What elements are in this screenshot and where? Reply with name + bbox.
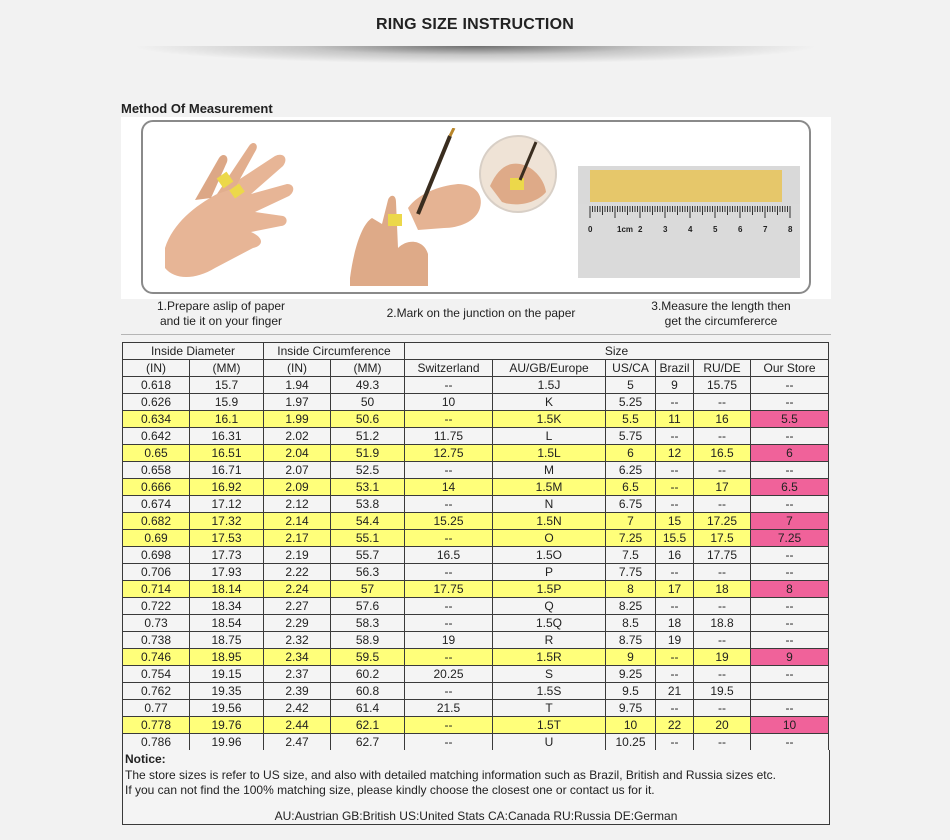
table-cell: 9.25: [606, 666, 656, 683]
table-cell: 16.51: [190, 445, 264, 462]
table-cell: 18.75: [190, 632, 264, 649]
table-cell: --: [656, 479, 694, 496]
ruler-measure-image: [578, 166, 800, 278]
table-cell: 2.12: [264, 496, 331, 513]
table-cell: 9.5: [606, 683, 656, 700]
table-cell: 18: [656, 615, 694, 632]
table-cell: 1.94: [264, 377, 331, 394]
table-cell: 49.3: [331, 377, 405, 394]
table-cell: --: [694, 598, 751, 615]
table-cell: 17.32: [190, 513, 264, 530]
table-cell: 16.1: [190, 411, 264, 428]
table-cell: 0.626: [123, 394, 190, 411]
table-row: [123, 700, 829, 717]
table-cell: 18.14: [190, 581, 264, 598]
table-cell: 1.5J: [493, 377, 606, 394]
table-row: [123, 581, 829, 598]
table-cell: 17.75: [405, 581, 493, 598]
col-header: (IN): [264, 360, 331, 377]
table-cell: 12: [656, 445, 694, 462]
table-cell: 5: [606, 377, 656, 394]
ring-size-table: [122, 342, 829, 751]
table-cell: 16.5: [694, 445, 751, 462]
table-row: [123, 717, 829, 734]
table-cell: 2.29: [264, 615, 331, 632]
table-row: [123, 564, 829, 581]
table-cell: 8.25: [606, 598, 656, 615]
col-header: Switzerland: [405, 360, 493, 377]
table-cell: 2.34: [264, 649, 331, 666]
table-cell: 15.9: [190, 394, 264, 411]
table-cell: 58.3: [331, 615, 405, 632]
table-cell: 17.53: [190, 530, 264, 547]
table-cell: 0.714: [123, 581, 190, 598]
table-cell: T: [493, 700, 606, 717]
table-cell: 17.75: [694, 547, 751, 564]
table-cell: 0.698: [123, 547, 190, 564]
col-header: (MM): [331, 360, 405, 377]
table-cell: 1.5R: [493, 649, 606, 666]
table-cell: 2.32: [264, 632, 331, 649]
table-row: [123, 683, 829, 700]
table-row: [123, 530, 829, 547]
step-captions: [121, 299, 831, 335]
table-cell: 16: [656, 547, 694, 564]
table-cell: 0.618: [123, 377, 190, 394]
measurement-photos-panel: [121, 117, 831, 299]
ruler-label: 2: [638, 225, 643, 234]
table-cell: 15.75: [694, 377, 751, 394]
table-row: [123, 734, 829, 751]
table-cell: 52.5: [331, 462, 405, 479]
table-cell: 1.5S: [493, 683, 606, 700]
table-cell: 14: [405, 479, 493, 496]
section-divider: [121, 334, 831, 335]
table-cell: 53.1: [331, 479, 405, 496]
table-cell: 22: [656, 717, 694, 734]
table-cell: 5.75: [606, 428, 656, 445]
table-cell: 9: [606, 649, 656, 666]
table-cell: 8.5: [606, 615, 656, 632]
table-cell: 1.5Q: [493, 615, 606, 632]
table-cell: --: [694, 394, 751, 411]
table-cell: 55.7: [331, 547, 405, 564]
table-cell: 55.1: [331, 530, 405, 547]
table-cell: 16: [694, 411, 751, 428]
table-cell: 2.44: [264, 717, 331, 734]
table-cell: 21.5: [405, 700, 493, 717]
table-cell: 17.73: [190, 547, 264, 564]
table-row: [123, 445, 829, 462]
table-cell: --: [405, 496, 493, 513]
table-cell: --: [405, 411, 493, 428]
table-row: [123, 411, 829, 428]
table-cell: 59.5: [331, 649, 405, 666]
table-cell: 19: [694, 649, 751, 666]
table-cell: 10.25: [606, 734, 656, 751]
table-cell: 53.8: [331, 496, 405, 513]
table-cell: 21: [656, 683, 694, 700]
table-cell: 62.1: [331, 717, 405, 734]
table-cell: 11: [656, 411, 694, 428]
col-header: RU/DE: [694, 360, 751, 377]
table-cell: 2.17: [264, 530, 331, 547]
table-cell: 0.722: [123, 598, 190, 615]
table-row: [123, 462, 829, 479]
table-cell: --: [751, 428, 829, 445]
table-cell: 6: [606, 445, 656, 462]
ruler-label: 4: [688, 225, 693, 234]
col-header: Brazil: [656, 360, 694, 377]
table-cell: --: [405, 530, 493, 547]
table-cell: --: [751, 462, 829, 479]
table-cell: 16.71: [190, 462, 264, 479]
table-cell: 7.5: [606, 547, 656, 564]
table-cell: 5.5: [751, 411, 829, 428]
ruler-label: 7: [763, 225, 768, 234]
table-cell: 19.5: [694, 683, 751, 700]
table-cell: --: [751, 700, 829, 717]
table-cell: --: [751, 666, 829, 683]
table-cell: 1.97: [264, 394, 331, 411]
table-cell: 17.5: [694, 530, 751, 547]
table-cell: 2.02: [264, 428, 331, 445]
table-cell: 0.786: [123, 734, 190, 751]
size-header: Size: [405, 343, 829, 360]
table-cell: 7: [606, 513, 656, 530]
table-cell: 1.5T: [493, 717, 606, 734]
table-cell: --: [656, 564, 694, 581]
table-cell: --: [694, 734, 751, 751]
group-header-row: [123, 343, 829, 360]
table-cell: 10: [405, 394, 493, 411]
table-cell: 15.25: [405, 513, 493, 530]
table-cell: --: [656, 700, 694, 717]
table-cell: 16.5: [405, 547, 493, 564]
table-cell: 51.2: [331, 428, 405, 445]
table-cell: 0.658: [123, 462, 190, 479]
table-cell: 19.15: [190, 666, 264, 683]
table-cell: 17.25: [694, 513, 751, 530]
table-cell: --: [751, 598, 829, 615]
table-cell: --: [751, 496, 829, 513]
hand-with-paper-strip-image: [155, 128, 295, 286]
table-cell: 8.75: [606, 632, 656, 649]
table-cell: --: [405, 615, 493, 632]
table-cell: --: [751, 615, 829, 632]
table-cell: [751, 683, 829, 700]
notice-title: Notice:: [125, 752, 166, 766]
table-cell: --: [751, 734, 829, 751]
table-cell: --: [751, 547, 829, 564]
table-cell: --: [405, 598, 493, 615]
table-cell: 15: [656, 513, 694, 530]
table-cell: --: [751, 394, 829, 411]
table-row: [123, 479, 829, 496]
table-row: [123, 649, 829, 666]
table-row: [123, 615, 829, 632]
table-cell: M: [493, 462, 606, 479]
table-cell: --: [405, 377, 493, 394]
table-row: [123, 496, 829, 513]
table-cell: 1.5P: [493, 581, 606, 598]
table-cell: 2.14: [264, 513, 331, 530]
table-cell: --: [656, 496, 694, 513]
col-header: (MM): [190, 360, 264, 377]
table-cell: 19.96: [190, 734, 264, 751]
notice-line-1: The store sizes is refer to US size, and also with detailed matching information such as Brazil, British and Russia sizes etc.: [125, 768, 776, 782]
table-row: [123, 513, 829, 530]
country-abbreviations: AU:Austrian GB:British US:United Stats CA:Canada RU:Russia DE:German: [274, 809, 678, 823]
table-cell: 1.5K: [493, 411, 606, 428]
table-cell: S: [493, 666, 606, 683]
table-cell: 17.12: [190, 496, 264, 513]
table-cell: 1.5N: [493, 513, 606, 530]
ruler-label: 5: [713, 225, 718, 234]
marking-paper-image: [348, 128, 558, 286]
table-cell: --: [694, 632, 751, 649]
table-cell: 0.674: [123, 496, 190, 513]
table-cell: 10: [606, 717, 656, 734]
table-cell: --: [656, 666, 694, 683]
table-cell: --: [405, 462, 493, 479]
table-cell: 6.25: [606, 462, 656, 479]
table-cell: 0.746: [123, 649, 190, 666]
table-cell: 8: [606, 581, 656, 598]
table-cell: --: [405, 649, 493, 666]
table-cell: 7.75: [606, 564, 656, 581]
table-cell: 2.24: [264, 581, 331, 598]
table-cell: 0.762: [123, 683, 190, 700]
table-cell: 2.04: [264, 445, 331, 462]
table-cell: 58.9: [331, 632, 405, 649]
step-3-caption: 3.Measure the length then get the circumfererce: [651, 299, 791, 328]
table-cell: 18.95: [190, 649, 264, 666]
table-cell: --: [694, 564, 751, 581]
table-row: [123, 547, 829, 564]
table-cell: 1.99: [264, 411, 331, 428]
table-cell: 54.4: [331, 513, 405, 530]
table-cell: --: [751, 632, 829, 649]
table-cell: U: [493, 734, 606, 751]
table-cell: --: [656, 462, 694, 479]
table-cell: 19.76: [190, 717, 264, 734]
table-cell: O: [493, 530, 606, 547]
table-cell: 5.5: [606, 411, 656, 428]
table-row: [123, 632, 829, 649]
table-cell: 0.65: [123, 445, 190, 462]
table-cell: --: [405, 717, 493, 734]
table-cell: 57.6: [331, 598, 405, 615]
table-cell: 2.47: [264, 734, 331, 751]
table-cell: --: [751, 564, 829, 581]
table-cell: 2.09: [264, 479, 331, 496]
table-cell: --: [694, 462, 751, 479]
table-cell: 60.8: [331, 683, 405, 700]
table-cell: 0.634: [123, 411, 190, 428]
table-cell: N: [493, 496, 606, 513]
table-cell: 7.25: [606, 530, 656, 547]
table-cell: 61.4: [331, 700, 405, 717]
table-cell: --: [694, 666, 751, 683]
table-cell: 9: [751, 649, 829, 666]
photo-frame: [141, 120, 811, 294]
table-cell: 2.22: [264, 564, 331, 581]
table-cell: 0.778: [123, 717, 190, 734]
table-cell: 0.73: [123, 615, 190, 632]
table-cell: 1.5M: [493, 479, 606, 496]
table-cell: 18: [694, 581, 751, 598]
table-row: [123, 377, 829, 394]
table-cell: 18.54: [190, 615, 264, 632]
table-cell: 6.5: [751, 479, 829, 496]
inside-circumference-header: Inside Circumference: [264, 343, 405, 360]
table-cell: 0.754: [123, 666, 190, 683]
table-cell: 2.37: [264, 666, 331, 683]
table-cell: --: [656, 428, 694, 445]
table-cell: 2.27: [264, 598, 331, 615]
table-cell: 0.642: [123, 428, 190, 445]
table-cell: 0.738: [123, 632, 190, 649]
table-cell: 2.39: [264, 683, 331, 700]
table-cell: 8: [751, 581, 829, 598]
table-cell: 56.3: [331, 564, 405, 581]
table-cell: --: [656, 649, 694, 666]
ruler-label: 1cm: [617, 225, 634, 234]
table-cell: 0.682: [123, 513, 190, 530]
table-cell: 15.7: [190, 377, 264, 394]
table-cell: 18.8: [694, 615, 751, 632]
table-cell: --: [694, 700, 751, 717]
table-cell: --: [694, 428, 751, 445]
table-cell: 6.5: [606, 479, 656, 496]
table-cell: 50.6: [331, 411, 405, 428]
table-cell: 62.7: [331, 734, 405, 751]
page-title: RING SIZE INSTRUCTION: [376, 16, 574, 33]
our-store-header: Our Store: [751, 360, 829, 377]
table-cell: 1.5O: [493, 547, 606, 564]
table-cell: R: [493, 632, 606, 649]
table-cell: 7.25: [751, 530, 829, 547]
ruler-label: 3: [663, 225, 668, 234]
table-row: [123, 428, 829, 445]
table-cell: 9.75: [606, 700, 656, 717]
table-cell: 18.34: [190, 598, 264, 615]
ruler-label: 6: [738, 225, 743, 234]
table-cell: 17: [656, 581, 694, 598]
table-cell: --: [656, 734, 694, 751]
table-row: [123, 666, 829, 683]
step-2-caption: 2.Mark on the junction on the paper: [386, 306, 576, 320]
table-cell: P: [493, 564, 606, 581]
table-cell: --: [656, 598, 694, 615]
ruler-label: 8: [788, 225, 793, 234]
table-cell: 9: [656, 377, 694, 394]
table-cell: 16.92: [190, 479, 264, 496]
col-header: AU/GB/Europe: [493, 360, 606, 377]
notice-line-2: If you can not find the 100% matching size, please kindly choose the closest one or contact us for it.: [125, 783, 655, 797]
table-cell: 17.93: [190, 564, 264, 581]
ruler-label: 0: [588, 225, 593, 234]
table-cell: 50: [331, 394, 405, 411]
table-cell: 5.25: [606, 394, 656, 411]
table-row: [123, 394, 829, 411]
table-cell: 16.31: [190, 428, 264, 445]
table-cell: 12.75: [405, 445, 493, 462]
table-cell: 1.5L: [493, 445, 606, 462]
table-row: [123, 598, 829, 615]
table-cell: 20: [694, 717, 751, 734]
table-cell: Q: [493, 598, 606, 615]
table-cell: 15.5: [656, 530, 694, 547]
table-cell: K: [493, 394, 606, 411]
table-cell: 10: [751, 717, 829, 734]
method-heading: Method Of Measurement: [121, 101, 273, 116]
table-cell: --: [694, 496, 751, 513]
table-cell: 0.666: [123, 479, 190, 496]
table-cell: 19.35: [190, 683, 264, 700]
table-cell: --: [405, 734, 493, 751]
table-cell: 51.9: [331, 445, 405, 462]
table-cell: 7: [751, 513, 829, 530]
table-cell: 19: [656, 632, 694, 649]
table-cell: 0.77: [123, 700, 190, 717]
table-cell: --: [405, 564, 493, 581]
col-header: US/CA: [606, 360, 656, 377]
table-cell: 2.42: [264, 700, 331, 717]
inside-diameter-header: Inside Diameter: [123, 343, 264, 360]
table-cell: 0.706: [123, 564, 190, 581]
table-cell: 17: [694, 479, 751, 496]
table-cell: 2.19: [264, 547, 331, 564]
table-cell: --: [751, 377, 829, 394]
table-cell: 19.56: [190, 700, 264, 717]
table-cell: --: [656, 394, 694, 411]
table-cell: L: [493, 428, 606, 445]
table-cell: 0.69: [123, 530, 190, 547]
table-cell: --: [405, 683, 493, 700]
table-cell: 57: [331, 581, 405, 598]
table-cell: 6.75: [606, 496, 656, 513]
table-cell: 2.07: [264, 462, 331, 479]
col-header: (IN): [123, 360, 190, 377]
column-header-row: [123, 360, 829, 377]
title-shadow-divider: [130, 46, 820, 64]
table-cell: 60.2: [331, 666, 405, 683]
step-1-caption: 1.Prepare aslip of paper and tie it on your finger: [156, 299, 286, 328]
table-cell: 11.75: [405, 428, 493, 445]
table-cell: 20.25: [405, 666, 493, 683]
table-cell: 6: [751, 445, 829, 462]
table-cell: 19: [405, 632, 493, 649]
notice-box: [122, 750, 830, 825]
